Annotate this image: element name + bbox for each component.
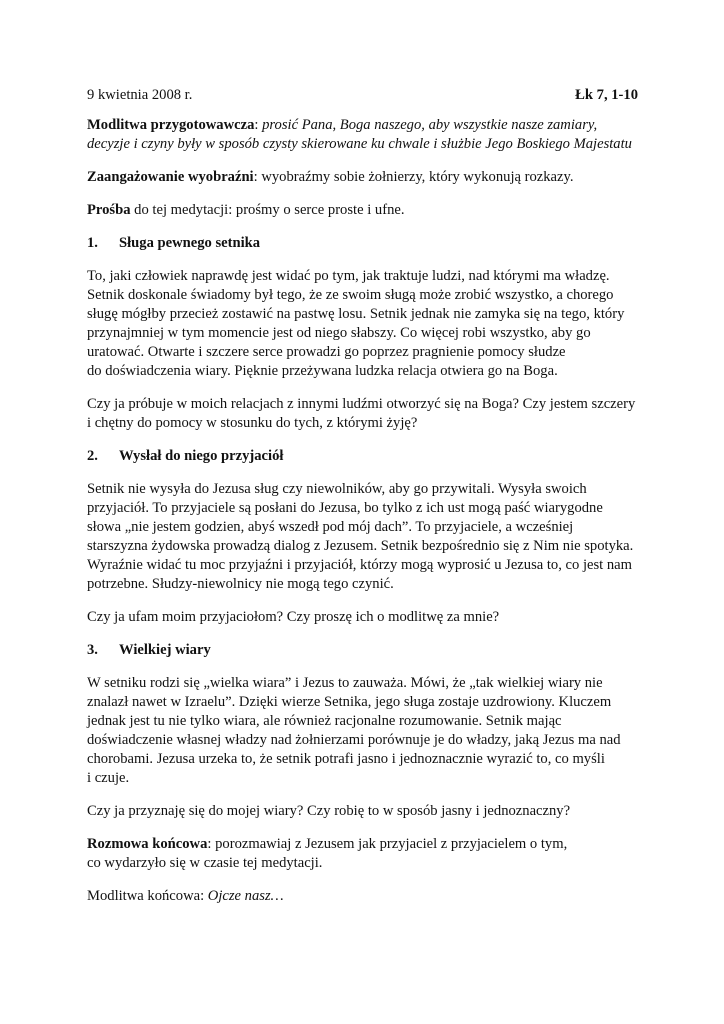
closing-conversation-label: Rozmowa końcowa [87,836,208,852]
section-2-title: Wysłał do niego przyjaciół [119,448,284,464]
section-2-body [87,480,638,594]
meditation-date: 9 kwietnia 2008 r. [87,87,193,103]
section-2-body-line: słowa „nie jestem godzien, abyś wszedł pod mój dach”. To przyjaciele, a wcześniej [87,519,574,535]
section-1-question-line: Czy ja próbuje w moich relacjach z innymi ludźmi otworzyć się na Boga? Czy jestem szczery [87,396,636,412]
final-prayer-text: Ojcze nasz… [207,888,284,904]
section-3-body-line: W setniku rodzi się „wielka wiara” i Jezus to zauważa. Mówi, że „tak wielkiej wiary nie [87,675,603,691]
section-1-body-line: przynajmniej w tym momencie jest od niego słabszy. Co więcej robi wszystko, aby go [87,325,591,341]
closing-conversation [87,835,638,873]
section-2-heading [87,447,638,466]
section-2-body-line: starszyzna żydowska prowadzą dialog z Jezusem. Setnik bezpośrednio się z Nim nie spotyka. [87,538,634,554]
section-3-title: Wielkiej wiary [119,642,211,658]
document-header [87,86,638,105]
closing-conversation-line1: : porozmawiaj z Jezusem jak przyjaciel z przyjacielem o tym, [207,836,568,852]
section-1-number: 1. [87,235,98,251]
section-2-question-line: Czy ja ufam moim przyjaciołom? Czy proszę ich o modlitwę za mnie? [87,609,500,625]
preparatory-prayer-label: Modlitwa przygotowawcza [87,117,255,133]
preparatory-prayer-text-line1: prosić Pana, Boga naszego, aby wszystkie nasze zamiary, [258,117,598,133]
section-2-body-line: Wyraźnie widać tu moc przyjaźni i przyjaciół, którzy mogą wyprosić u Jezusa to, co jest nam [87,557,632,573]
section-1-body-line: sługę mógłby przecież zostawić na pastwę losu. Setnik jednak nie zamyka się na tego, który [87,306,625,322]
section-3-body-line: jednak jest tu nie tylko wiara, ale również racjonalne rozumowanie. Setnik mając [87,713,562,729]
section-1-body-line: uratować. Otwarte i szczere serce prowadzi go poprzez pragnienie pomocy słudze [87,344,566,360]
section-3-question [87,802,638,821]
section-1-heading [87,234,638,253]
preparatory-prayer [87,116,638,154]
final-prayer-label: Modlitwa końcowa: [87,888,208,904]
section-1-question-line: i chętny do pomocy w stosunku do tych, z którymi żyję? [87,415,418,431]
imagination-text: : wyobraźmy sobie żołnierzy, który wykonują rozkazy. [253,169,574,185]
preparatory-prayer-sep: : [254,117,259,133]
request-paragraph [87,201,638,220]
preparatory-prayer-text-line2: decyzje i czyny były w sposób czysty skierowane ku chwale i służbie Jego Boskiego Majestatu [87,136,632,152]
section-2-body-line: Setnik nie wysyła do Jezusa sług czy niewolników, aby go przywitali. Wysyła swoich [87,481,587,497]
section-3-body-line: doświadczenie własnej władzy nad żołnierzami porównuje je do władzy, jaką Jezus ma nad [87,732,621,748]
final-prayer [87,887,638,906]
section-3-question-line: Czy ja przyznaję się do mojej wiary? Czy robię to w sposób jasny i jednoznaczny? [87,803,571,819]
section-1-question [87,395,638,433]
section-3-heading [87,641,638,660]
section-2-body-line: przyjaciół. To przyjaciele są posłani do Jezusa, bo tylko z ich ust mogą paść wiarygodne [87,500,603,516]
imagination-label: Zaangażowanie wyobraźni [87,169,254,185]
imagination-paragraph [87,168,638,187]
section-3-body [87,674,638,788]
request-text: do tej medytacji: prośmy o serce proste i ufne. [130,202,405,218]
section-2-question [87,608,638,627]
section-3-body-line: znalazł nawet w Izraelu”. Dzięki wierze Setnika, jego sługa zostaje uzdrowiony. Kluczem [87,694,612,710]
section-3-body-line: i czuje. [87,770,130,786]
section-2-number: 2. [87,448,98,464]
closing-conversation-line2: co wydarzyło się w czasie tej medytacji. [87,855,323,871]
section-1-body-line: do doświadczenia wiary. Pięknie przeżywana ludzka relacja otwiera go na Boga. [87,363,558,379]
section-1-body-line: To, jaki człowiek naprawdę jest widać po tym, jak traktuje ludzi, nad którymi ma władzę. [87,268,610,284]
section-1-body [87,267,638,381]
section-3-number: 3. [87,642,98,658]
section-2-body-line: potrzebne. Słudzy-niewolnicy nie mogą tego czynić. [87,576,394,592]
scripture-reference: Łk 7, 1-10 [575,87,638,103]
request-label: Prośba [87,202,131,218]
section-1-title: Sługa pewnego setnika [119,235,261,251]
section-1-body-line: Setnik doskonale świadomy był tego, że ze swoim sługą może zrobić wszystko, a chorego [87,287,614,303]
section-3-body-line: chorobami. Jezusa urzeka to, że setnik potrafi jasno i jednoznacznie wyrazić to, co myśli [87,751,605,767]
